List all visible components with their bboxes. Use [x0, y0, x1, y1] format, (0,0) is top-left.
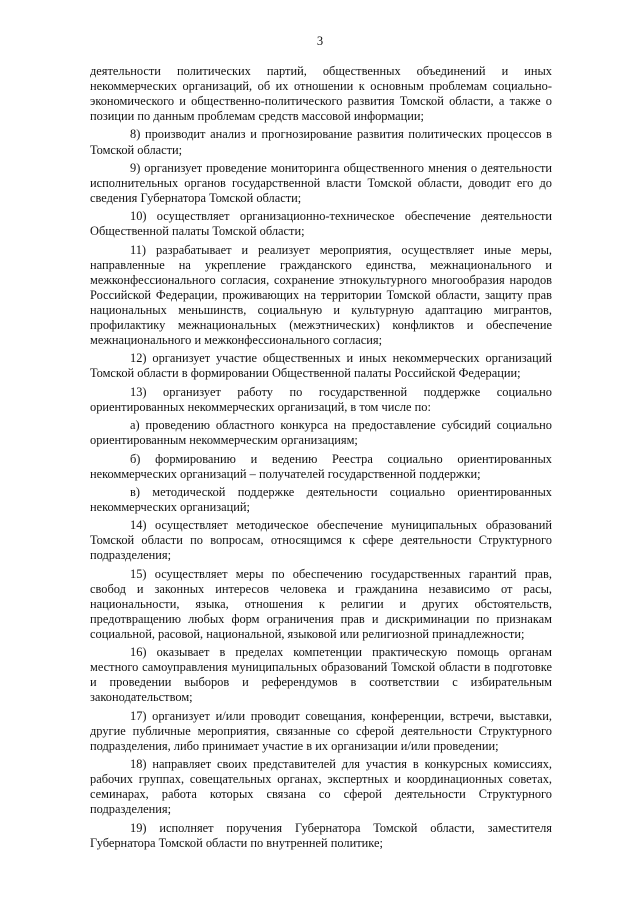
document-body: [90, 64, 552, 854]
paragraph-item-8: 8) производит анализ и прогнозирование развития политических процессов в Томской области;: [90, 127, 552, 157]
paragraph-item-15: 15) осуществляет меры по обеспечению государственных гарантий прав, свобод и законных интересов человека и гражданина независимо от расы, национальности, языка, отношения к религии и других обстоятельств, предотвращению любых форм ограничения прав и дискриминации по признакам социальной, расовой, национальной, языковой или религиозной принадлежности;: [90, 566, 552, 641]
paragraph-item-12: 12) организует участие общественных и иных некоммерческих организаций Томской области в формировании Общественной палаты Российской Федерации;: [90, 351, 552, 381]
paragraph-subitem-v: в) методической поддержке деятельности социально ориентированных некоммерческих организаций;: [90, 484, 552, 514]
paragraph-subitem-a: а) проведению областного конкурса на предоставление субсидий социально ориентированным некоммерческим организациям;: [90, 418, 552, 448]
paragraph-item-14: 14) осуществляет методическое обеспечение муниципальных образований Томской области по вопросам, относящимся к сфере деятельности Структурного подразделения;: [90, 518, 552, 563]
paragraph-continuation: деятельности политических партий, общественных объединений и иных некоммерческих организаций, об их отношении к основным проблемам социально-экономического и общественно-политического развития Томской области, а также о позиции по данным проблемам средств массовой информации;: [90, 64, 552, 124]
paragraph-item-18: 18) направляет своих представителей для участия в конкурсных комиссиях, рабочих группах, совещательных органах, экспертных и координационных советах, семинарах, работа которых связана со сферой деятельности Структурного подразделения;: [90, 757, 552, 817]
paragraph-item-13: 13) организует работу по государственной поддержке социально ориентированных некоммерческих организаций, в том числе по:: [90, 384, 552, 414]
paragraph-item-16: 16) оказывает в пределах компетенции практическую помощь органам местного самоуправления муниципальных образований Томской области в подготовке и проведении выборов и референдумов в соответствии с избирательным законодательством;: [90, 645, 552, 705]
paragraph-item-10: 10) осуществляет организационно-техническое обеспечение деятельности Общественной палаты Томской области;: [90, 209, 552, 239]
paragraph-item-17: 17) организует и/или проводит совещания, конференции, встречи, выставки, другие публичные мероприятия, связанные со сферой деятельности Структурного подразделения, либо принимает участие в их организации и/или проведении;: [90, 708, 552, 753]
paragraph-item-11: 11) разрабатывает и реализует мероприятия, осуществляет иные меры, направленные на укрепление гражданского единства, межнационального и межконфессионального согласия, сохранение этнокультурного многообразия народов Российской Федерации, проживающих на территории Томской области, защиту прав национальных меньшинств, социальную и культурную адаптацию мигрантов, профилактику межнациональных (межэтнических) конфликтов и обеспечение межнационального и межконфессионального согласия;: [90, 242, 552, 347]
paragraph-item-9: 9) организует проведение мониторинга общественного мнения о деятельности исполнительных органов государственной власти Томской области, доводит его до сведения Губернатора Томской области;: [90, 160, 552, 205]
paragraph-subitem-b: б) формированию и ведению Реестра социально ориентированных некоммерческих организаций – получателей государственной поддержки;: [90, 451, 552, 481]
paragraph-item-19: 19) исполняет поручения Губернатора Томской области, заместителя Губернатора Томской области по внутренней политике;: [90, 820, 552, 850]
page-number: 3: [316, 34, 324, 48]
